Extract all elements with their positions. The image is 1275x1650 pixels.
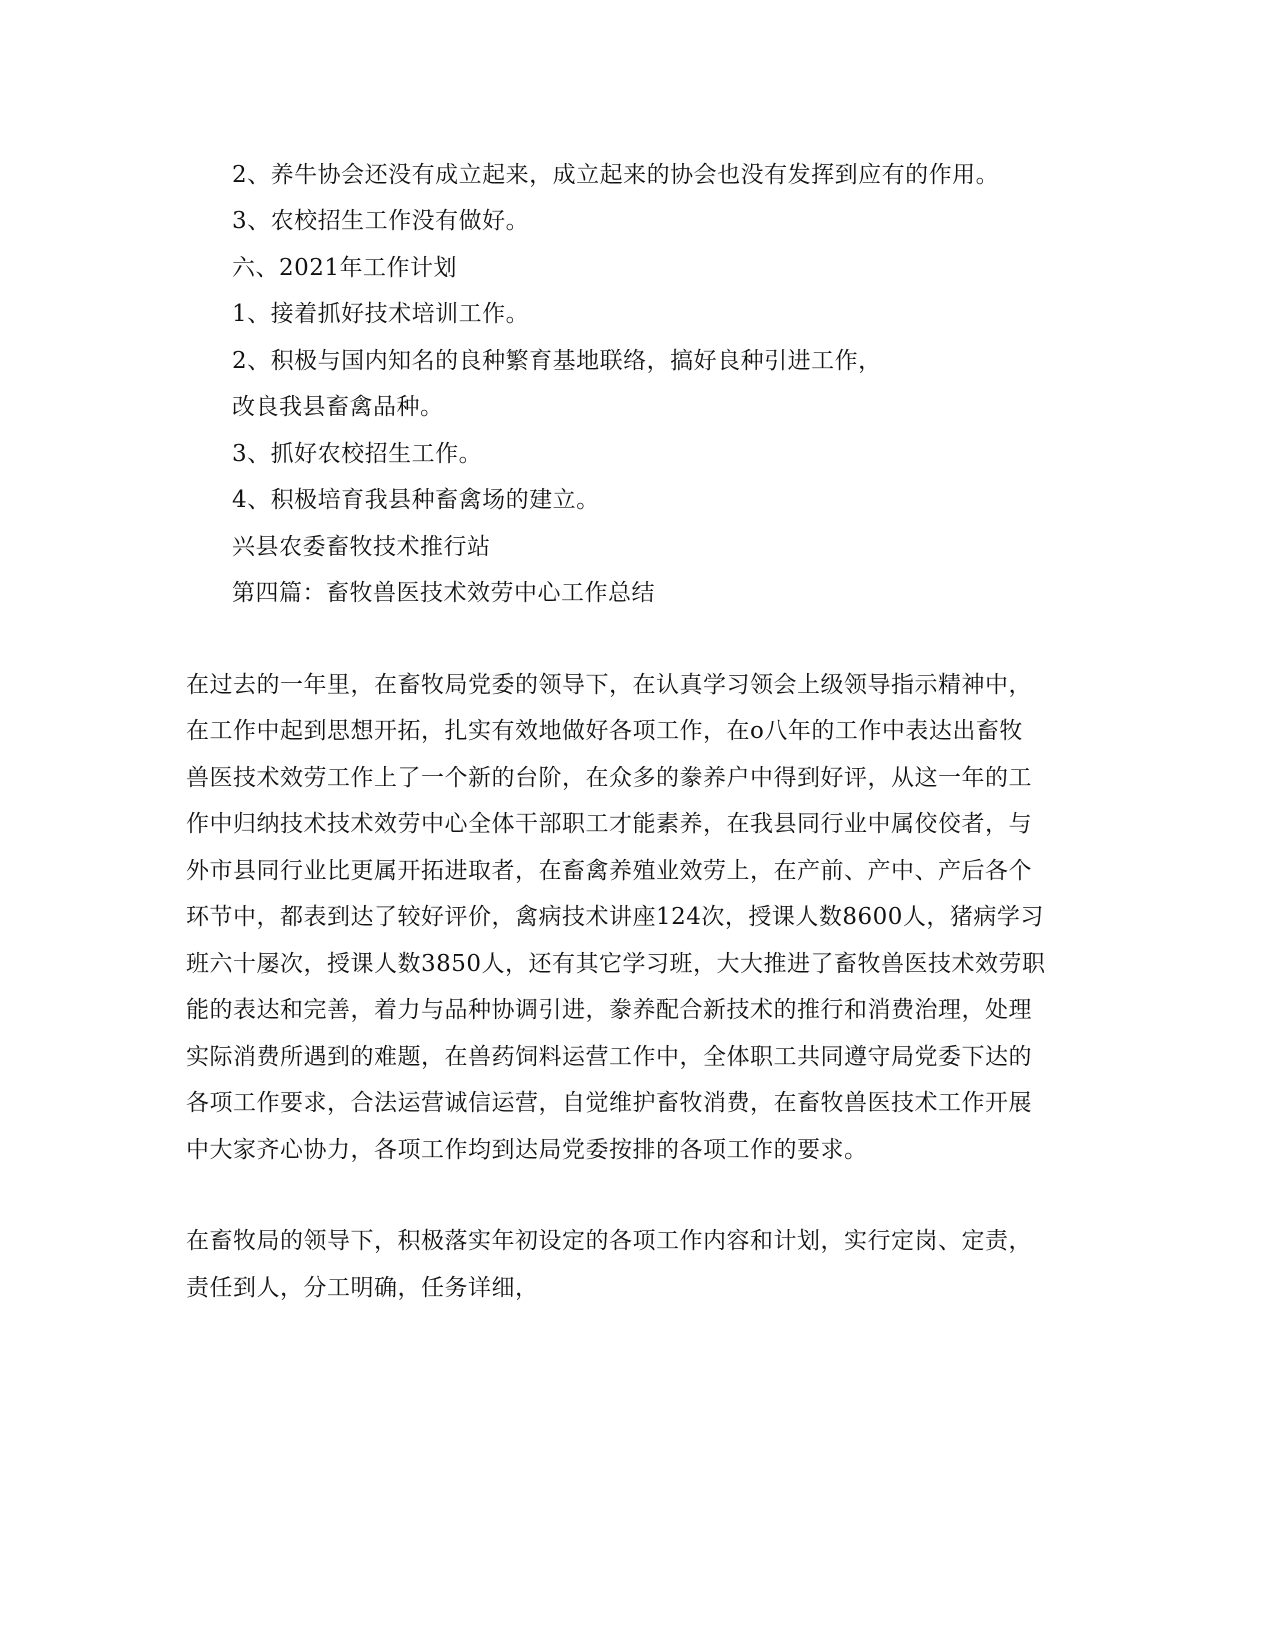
paragraph-1-line: 能的表达和完善，着力与品种协调引进，豢养配合新技术的推行和消费治理，处理 — [186, 997, 1032, 1023]
list-item-problem-3: 3、农校招生工作没有做好。 — [232, 208, 530, 234]
paragraph-1-line: 环节中，都表到达了较好评价，禽病技术讲座124次，授课人数8600人，猪病学习 — [186, 904, 1044, 930]
paragraph-1-line: 在工作中起到思想开拓，扎实有效地做好各项工作，在o八年的工作中表达出畜牧 — [186, 718, 1023, 744]
paragraph-1-line: 作中归纳技术技术效劳中心全体干部职工才能素养，在我县同行业中属佼佼者，与 — [186, 811, 1032, 837]
paragraph-1-line: 兽医技术效劳工作上了一个新的台阶，在众多的豢养户中得到好评，从这一年的工 — [186, 765, 1032, 791]
chapter-title: 第四篇：畜牧兽医技术效劳中心工作总结 — [232, 580, 655, 606]
paragraph-2-line: 在畜牧局的领导下，积极落实年初设定的各项工作内容和计划，实行定岗、定责， — [186, 1228, 1032, 1254]
paragraph-1-line: 班六十屡次，授课人数3850人，还有其它学习班，大大推进了畜牧兽医技术效劳职 — [186, 951, 1046, 977]
list-item-plan-2: 2、积极与国内知名的良种繁育基地联络，搞好良种引进工作， — [232, 348, 882, 374]
list-item-plan-4: 4、积极培育我县种畜禽场的建立。 — [232, 487, 600, 513]
list-item-plan-2-continued: 改良我县畜禽品种。 — [232, 394, 444, 420]
paragraph-1-line: 实际消费所遇到的难题，在兽药饲料运营工作中，全体职工共同遵守局党委下达的 — [186, 1044, 1032, 1070]
organization-signature: 兴县农委畜牧技术推行站 — [232, 534, 491, 560]
list-item-plan-1: 1、接着抓好技术培训工作。 — [232, 301, 530, 327]
paragraph-1-line: 在过去的一年里，在畜牧局党委的领导下，在认真学习领会上级领导指示精神中， — [186, 672, 1032, 698]
list-item-problem-2: 2、养牛协会还没有成立起来，成立起来的协会也没有发挥到应有的作用。 — [232, 162, 1000, 188]
section-heading-work-plan: 六、2021年工作计划 — [232, 255, 458, 281]
list-item-plan-3: 3、抓好农校招生工作。 — [232, 441, 483, 467]
paragraph-2-line: 责任到人，分工明确，任务详细， — [186, 1275, 539, 1301]
paragraph-1-line: 外市县同行业比更属开拓进取者，在畜禽养殖业效劳上，在产前、产中、产后各个 — [186, 858, 1032, 884]
paragraph-1-line: 中大家齐心协力，各项工作均到达局党委按排的各项工作的要求。 — [186, 1137, 868, 1163]
paragraph-1-line: 各项工作要求，合法运营诚信运营，自觉维护畜牧消费，在畜牧兽医技术工作开展 — [186, 1090, 1032, 1116]
